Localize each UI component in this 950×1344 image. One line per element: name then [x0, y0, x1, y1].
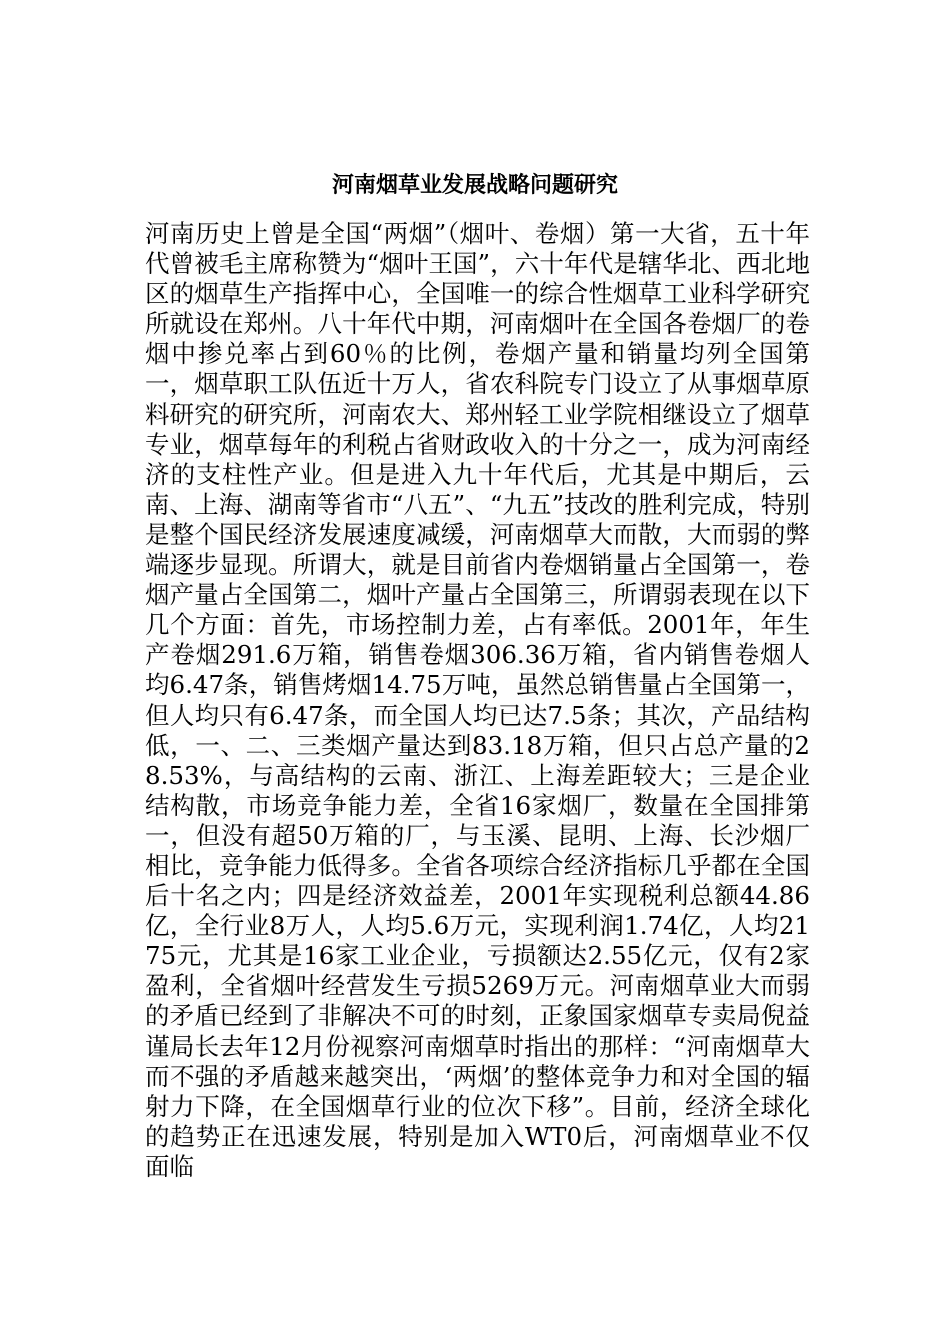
document-body-paragraph: 河南历史上曾是全国“两烟”（烟叶、卷烟）第一大省，五十年代曾被毛主席称赞为“烟叶王国”，六十年代是辖华北、西北地区的烟草生产指挥中心，全国唯一的综合性烟草工业科学研究所就设在郑州。八十年代中期，河南烟叶在全国各卷烟厂的卷烟中掺兑率占到60％的比例，卷烟产量和销量均列全国第一，烟草职工队伍近十万人，省农科院专门设立了从事烟草原料研究的研究所，河南农大、郑州轻工业学院相继设立了烟草专业，烟草每年的利税占省财政收入的十分之一，成为河南经济的支柱性产业。但是进入九十年代后，尤其是中期后，云南、上海、湖南等省市“八五”、“九五”技改的胜利完成，特别是整个国民经济发展速度减缓，河南烟草大而散，大而弱的弊端逐步显现。所谓大，就是目前省内卷烟销量占全国第一，卷烟产量占全国第二，烟叶产量占全国第三，所谓弱表现在以下几个方面：首先，市场控制力差，占有率低。2001年，年生产卷烟291.6万箱，销售卷烟306.36万箱，省内销售卷烟人均6.47条，销售烤烟14.75万吨，虽然总销售量占全国第一，但人均只有6.47条，而全国人均已达7.5条；其次，产品结构低，一、二、三类烟产量达到83.18万箱，但只占总产量的28.53%，与高结构的云南、浙江、上海差距较大；三是企业结构散，市场竞争能力差，全省16家烟厂，数量在全国排第一，但没有超50万箱的厂，与玉溪、昆明、上海、长沙烟厂相比，竞争能力低得多。全省各项综合经济指标几乎都在全国后十名之内；四是经济效益差，2001年实现税利总额44.86亿，全行业8万人，人均5.6万元，实现利润1.74亿，人均2175元，尤其是16家工业企业，亏损额达2.55亿元，仅有2家盈利，全省烟叶经营发生亏损5269万元。河南烟草业大而弱的矛盾已经到了非解决不可的时刻，正象国家烟草专卖局倪益谨局长去年12月份视察河南烟草时指出的那样：“河南烟草大而不强的矛盾越来越突出，‘两烟’的整体竞争力和对全国的辐射力下降，在全国烟草行业的位次下移”。目前，经济全球化的趋势正在迅速发展，特别是加入WT0后，河南烟草业不仅面临: [145, 219, 810, 1181]
document-title: 河南烟草业发展战略问题研究: [331, 172, 618, 198]
